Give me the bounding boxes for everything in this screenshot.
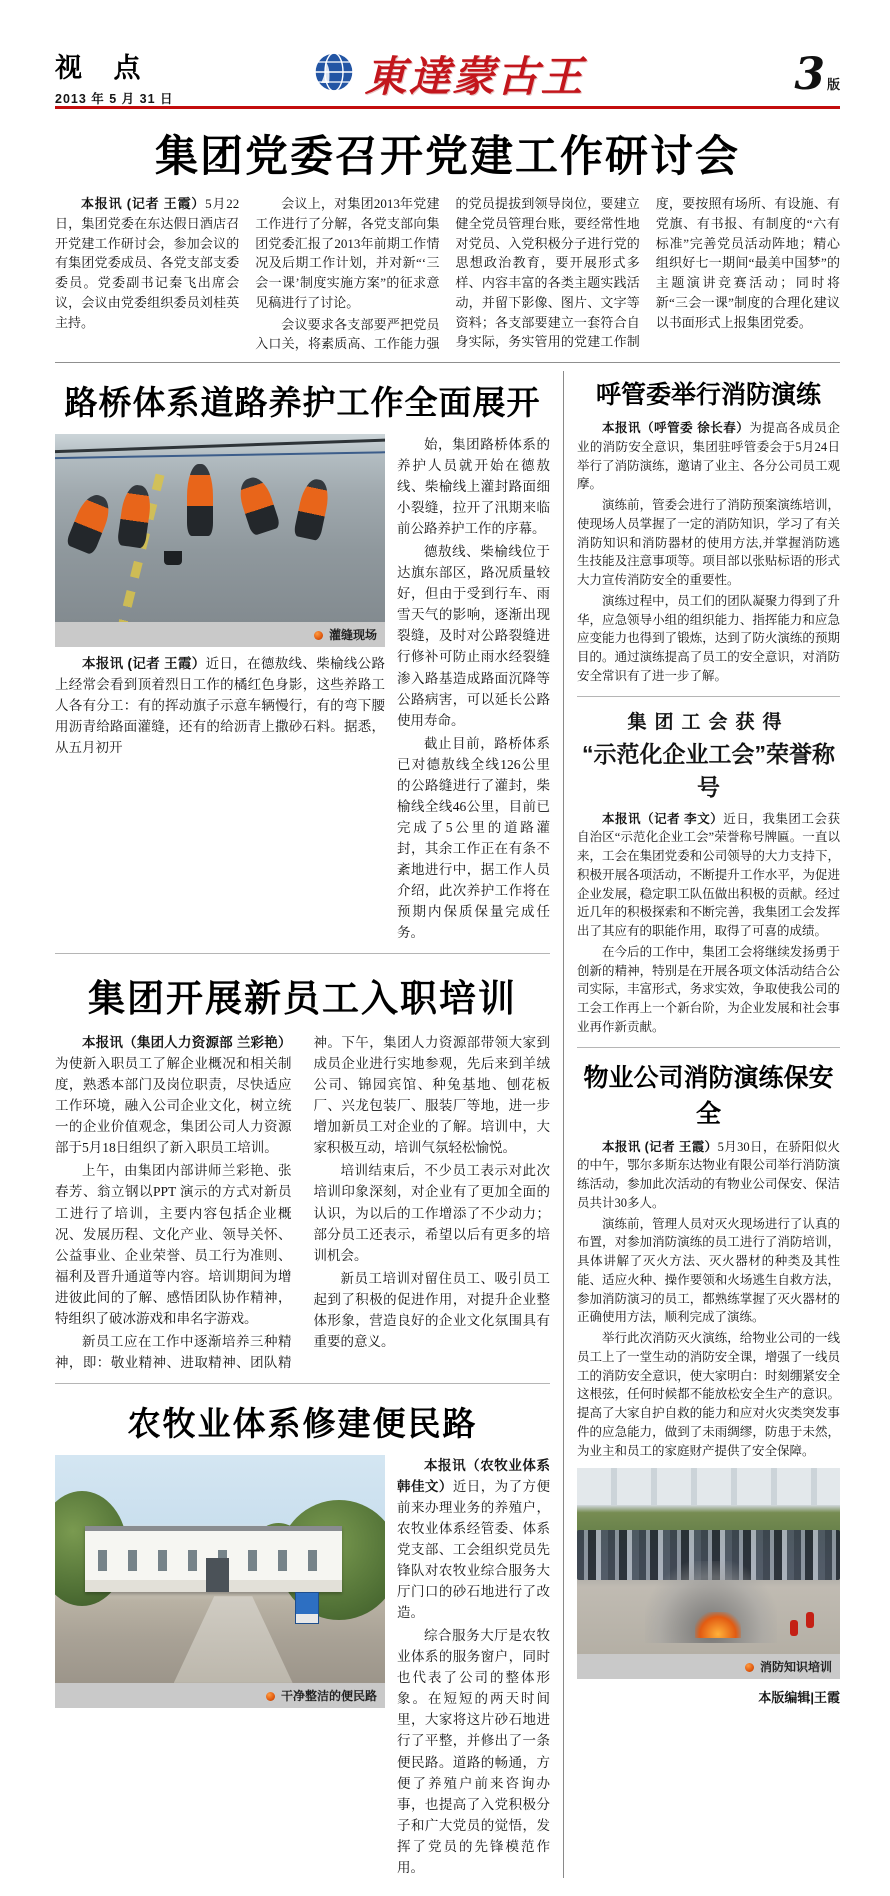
article-road-maintenance	[55, 377, 550, 943]
byline: 本报讯 (记者 王霞）	[602, 1139, 718, 1154]
section-divider	[55, 362, 840, 363]
section-divider	[577, 1047, 840, 1048]
byline: 本报讯（记者 李文）	[602, 811, 724, 826]
tar-bucket-shape	[164, 551, 182, 565]
paragraph: 演练前，管委会进行了消防预案演练培训，使现场人员掌握了一定的消防知识，学习了有关消防知识和消防器材的使用方法,并掌握消防逃生技能及注意事项等。项目部以张贴标语的形式大力宣传消防安全的重要性。	[577, 498, 840, 587]
road-worker-figure	[187, 464, 213, 536]
paragraph: 演练过程中，员工们的团队凝聚力得到了升华，应急领导小组的组织能力、指挥能力和应急应变能力也得到了锻炼，达到了防火演练的预期目的。通过演练提高了员工的安全意识，对消防安全常识有了进一步了解。	[577, 593, 840, 683]
road-worker-figure	[293, 477, 332, 541]
road-maintenance-body	[55, 434, 550, 943]
blue-sign-shape	[295, 1592, 319, 1624]
caption-bullet-icon	[745, 1663, 754, 1672]
paragraph: 新员工应在工作中逐渐培养三种精神，即：敬业精神、进取精神、团队精神。下午，集团人力资源部带领大家到成员企业进行实地参观，先后来到羊绒公司、锦园宾馆、种兔基地、刨花板厂、兴龙包装厂、服装厂等地，进一步增加新员工对企业的了解。培训中，大家积极互动，培训气氛轻松愉悦。	[55, 1035, 550, 1370]
paragraph: 截止目前，路桥体系已对德敖线全线126公里的公路缝进行了灌封，柴榆线全线46公里，目前已完成了5公里的道路灌封，其余工作正在有条不紊地进行中，据工作人员介绍，此次养护工作将在预期内保质保量完成任务。	[397, 735, 550, 941]
article-new-employee-training	[55, 968, 550, 1373]
photo-caption-bar	[55, 1683, 385, 1708]
road-maintenance-right	[385, 434, 550, 943]
convenient-road-left	[55, 1455, 385, 1878]
fire-shape	[695, 1612, 741, 1638]
globe-horse-logo-icon	[310, 49, 356, 100]
paved-path-shape	[174, 1596, 293, 1683]
photo-caption: 灌缝现场	[328, 628, 377, 642]
section-label: 视 点	[55, 53, 153, 83]
article-property-fire-drill	[577, 1058, 840, 1680]
paragraph: 培训结束后，不少员工表示对此次培训印象深刻，对企业有了更加全面的认识，为以后的工作增添了不少动力；部分员工还表示，希望以后有更多的培训机会。	[313, 1163, 550, 1263]
paragraph: 在今后的工作中，集团工会将继续发扬勇于创新的精神，特别是在开展各项文体活动结合公司实际，丰富形式，务求实效，争取使我公司的工会工作再上一个新台阶，为企业发展和社会事业再作新贡献。	[577, 944, 840, 1034]
buildings-shape	[577, 1468, 840, 1505]
service-hall-photo	[55, 1455, 385, 1683]
masthead-left	[55, 46, 174, 107]
paragraph: 会议要求各支部要严把党员入口关，将素质高、工作能力强的党员提拔到领导岗位，要建立健全党员管理台账，要经常性地对党员、入党积极分子进行党的思想政治教育，要开展形式多样、内容丰富的各类主题实践活动，并留下影像、图片、文字等资料；各支部要建立一套符合自身实际，务实管用的党建工作制度，要按照有场所、有设施、有党旗、有书报、有制度的“六有标准”完善党员活动阵地；精心组织好七一期间“最美中国梦”的主题演讲竞赛活动；同时将新“三会一课”制度的合理化建议以书面形式上报集团党委。	[255, 196, 840, 352]
paragraph: 本报讯 (记者 王霞）5月22日，集团党委在东达假日酒店召开党建工作研讨会，参加会议的有集团党委成员、各党支部支委委员。党委副书记秦飞出席会议，会议由党委组织委员刘桂英主持。	[55, 196, 240, 330]
party-meeting-body	[55, 194, 840, 354]
road-maintenance-left	[55, 434, 385, 943]
page-number-unit: 版	[826, 77, 840, 92]
training-body	[55, 1032, 550, 1373]
main-column	[55, 371, 563, 1878]
headline-party-meeting: 集团党委召开党建工作研讨会	[155, 133, 740, 181]
paragraph: 本报讯（记者 李文）近日，我集团工会获自治区“示范化企业工会”荣誉称号牌匾。一直以来，工会在集团党委和公司领导的大力支持下，积极开展各项活动，不断提升工作水平，为促进企业发展，稳定职工队伍做出积极的贡献。经过近几年的积极探索和不断完善，我集团工会发挥出了其应有的职能作用，取得了可喜的成绩。	[577, 811, 840, 938]
section-divider	[55, 1383, 550, 1384]
building-door-shape	[206, 1558, 229, 1592]
fire-extinguisher-shape	[806, 1612, 814, 1628]
paragraph: 举行此次消防灭火演练，给物业公司的一线员工上了一堂生动的消防安全课，增强了一线员工的消防安全意识，使大家明白：时刻绷紧安全这根弦，任何时候都不能放松安全生产的意识。提高了大家自护自救的能力和应对火灾类突发事件的应急能力，做到了未雨绸缪，防患于未然，为业主和员工的家庭财产提供了安全保障。	[577, 1331, 840, 1458]
sealed-crack-shape	[55, 451, 385, 459]
byline: 本报讯（集团人力资源部 兰彩艳）	[82, 1035, 292, 1051]
convenient-road-body	[55, 1455, 550, 1878]
publication-date: 2013 年 5 月 31 日	[55, 92, 174, 106]
headline-new-employee-training: 集团开展新员工入职培训	[88, 978, 517, 1020]
paragraph: 本报讯（农牧业体系 韩佳文）近日，为了方便前来办理业务的养殖户，农牧业体系经管委、体系党支部、工会组织党员先锋队对农牧业综合服务大厅门口的砂石地进行了改造。	[397, 1457, 551, 1621]
headline-road-maintenance: 路桥体系道路养护工作全面展开	[64, 384, 541, 421]
service-hall-building-shape	[85, 1526, 342, 1592]
article-party-meeting	[55, 123, 840, 354]
photo-caption-bar	[577, 1654, 840, 1679]
paragraph: 本报讯 (记者 王霞）近日，在德敖线、柴榆线公路上经常会看到顶着烈日工作的橘红色身影，这些养路工人各有分工：有的挥动旗子示意车辆慢行，有的弯下腰用沥青给路面灌缝，还有的给沥青上撒砂石料。据悉，从五月初开	[55, 656, 386, 756]
article-hu-fire-drill	[577, 375, 840, 686]
page-number: 3	[794, 49, 825, 100]
headline-convenient-road: 农牧业体系修建便民路	[127, 1404, 478, 1442]
side-column	[563, 371, 840, 1878]
masthead-title-group	[310, 44, 584, 104]
road-maintenance-photo	[55, 434, 385, 622]
paragraph: 德敖线、柴榆线位于达旗东部区，路况质量较好，但由于受到行车、雨雪天气的影响，逐渐出现裂缝，及时对公路裂缝进行修补可防止雨水经裂缝渗入路基造成路面沉降等公路病害，可以延长公路使用寿命。	[397, 544, 550, 728]
byline: 本报讯（呼管委 徐长春）	[602, 421, 750, 435]
headline-union-award: “示范化企业工会”荣誉称号	[582, 740, 835, 800]
caption-bullet-icon	[314, 631, 323, 640]
fire-training-photo	[577, 1468, 840, 1654]
editor-credit: 本版编辑|王霞	[758, 1690, 840, 1706]
road-crack-shape	[55, 438, 385, 454]
road-worker-figure	[235, 474, 281, 537]
masthead	[55, 44, 840, 106]
paragraph: 上午，由集团内部讲师兰彩艳、张春芳、翁立钢以PPT 演示的方式对新员工进行了培训，主要内容包括企业概况、发展历程、文化产业、领导关怀、公益事业、企业荣誉、员工行为准则、福利及晋升通道等内容。培训期间为增进彼此间的了解、感悟团队协作精神，特组织了破冰游戏和串名字游戏。	[55, 1163, 292, 1326]
article-convenient-road	[55, 1398, 550, 1878]
byline: 本报讯（农牧业体系 韩佳文）	[397, 1457, 550, 1494]
paragraph: 本报讯（呼管委 徐长春）为提高各成员企业的消防安全意识，集团驻呼管委会于5月24日举行了消防演练，邀请了业主、各分公司员工观摩。	[577, 421, 840, 492]
convenient-road-right	[385, 1455, 550, 1878]
article-union-award	[577, 707, 840, 1037]
byline: 本报讯 (记者 王霞）	[82, 656, 206, 671]
caption-bullet-icon	[266, 1692, 275, 1701]
content-columns	[55, 371, 840, 1878]
section-divider	[577, 696, 840, 697]
photo-caption-bar	[55, 622, 385, 647]
photo-caption: 消防知识培训	[759, 1660, 832, 1675]
headline-property-fire-drill: 物业公司消防演练保安全	[583, 1063, 834, 1128]
paragraph: 会议上，对集团2013年党建工作进行了分解，各党支部向集团党委汇报了2013年前期工作情况及后期工作计划，并对新“‘三会一课’制度实施方案”的征求意见稿进行了讨论。	[255, 196, 440, 310]
paragraph: 新员工培训对留住员工、吸引员工起到了积极的促进作用，对提升企业整体形象，营造良好的企业文化氛围具有重要的意义。	[313, 1270, 550, 1349]
paragraph: 演练前，管理人员对灭火现场进行了认真的布置，对参加消防演练的员工进行了消防培训，具体讲解了灭火方法、灭火器材的种类及其性能、适应火种、操作要领和火场逃生自救方法，参加消防演习的员工，都熟练掌握了灭火器材的正确使用方法，顺利完成了演练。	[577, 1216, 840, 1325]
headline-union-award-kicker: 集团工会获得	[627, 711, 790, 733]
paragraph: 综合服务大厅是农牧业体系的服务窗户，同时也代表了公司的整体形象。在短短的两天时间里，大家将这片砂石地进行了平整，并修出了一条便民路。道路的畅通，方便了养殖户前来咨询办事，也提高了入党积极分子和广大党员的觉悟，发挥了党员的先锋模范作用。	[397, 1628, 550, 1875]
fire-extinguisher-shape	[790, 1620, 798, 1636]
road-worker-figure	[65, 491, 115, 556]
page-number-group	[794, 49, 840, 100]
paragraph: 本报讯 (记者 王霞）5月30日，在骄阳似火的中午，鄂尔多斯东达物业有限公司举行消防演练活动，参加此次活动的有物业公司保安、保洁员共计30多人。	[577, 1139, 840, 1210]
photo-caption: 干净整洁的便民路	[280, 1688, 377, 1703]
section-divider	[55, 953, 550, 954]
masthead-title: 東達蒙古王	[364, 52, 585, 101]
byline: 本报讯 (记者 王霞）	[81, 196, 206, 211]
headline-hu-fire-drill: 呼管委举行消防演练	[595, 381, 821, 409]
paragraph: 始，集团路桥体系的养护人员就开始在德敖线、柴榆线上灌封路面细小裂缝，拉开了汛期来临前公路养护工作的序幕。	[397, 437, 550, 537]
paragraph: 本报讯（集团人力资源部 兰彩艳）为使新入职员工了解企业概况和相关制度，熟悉本部门及岗位职责，尽快适应工作环境，融入公司企业文化，树立统一的企业价值观念，集团公司人力资源部于5月18日组织了新入职员工培训。	[55, 1035, 292, 1156]
